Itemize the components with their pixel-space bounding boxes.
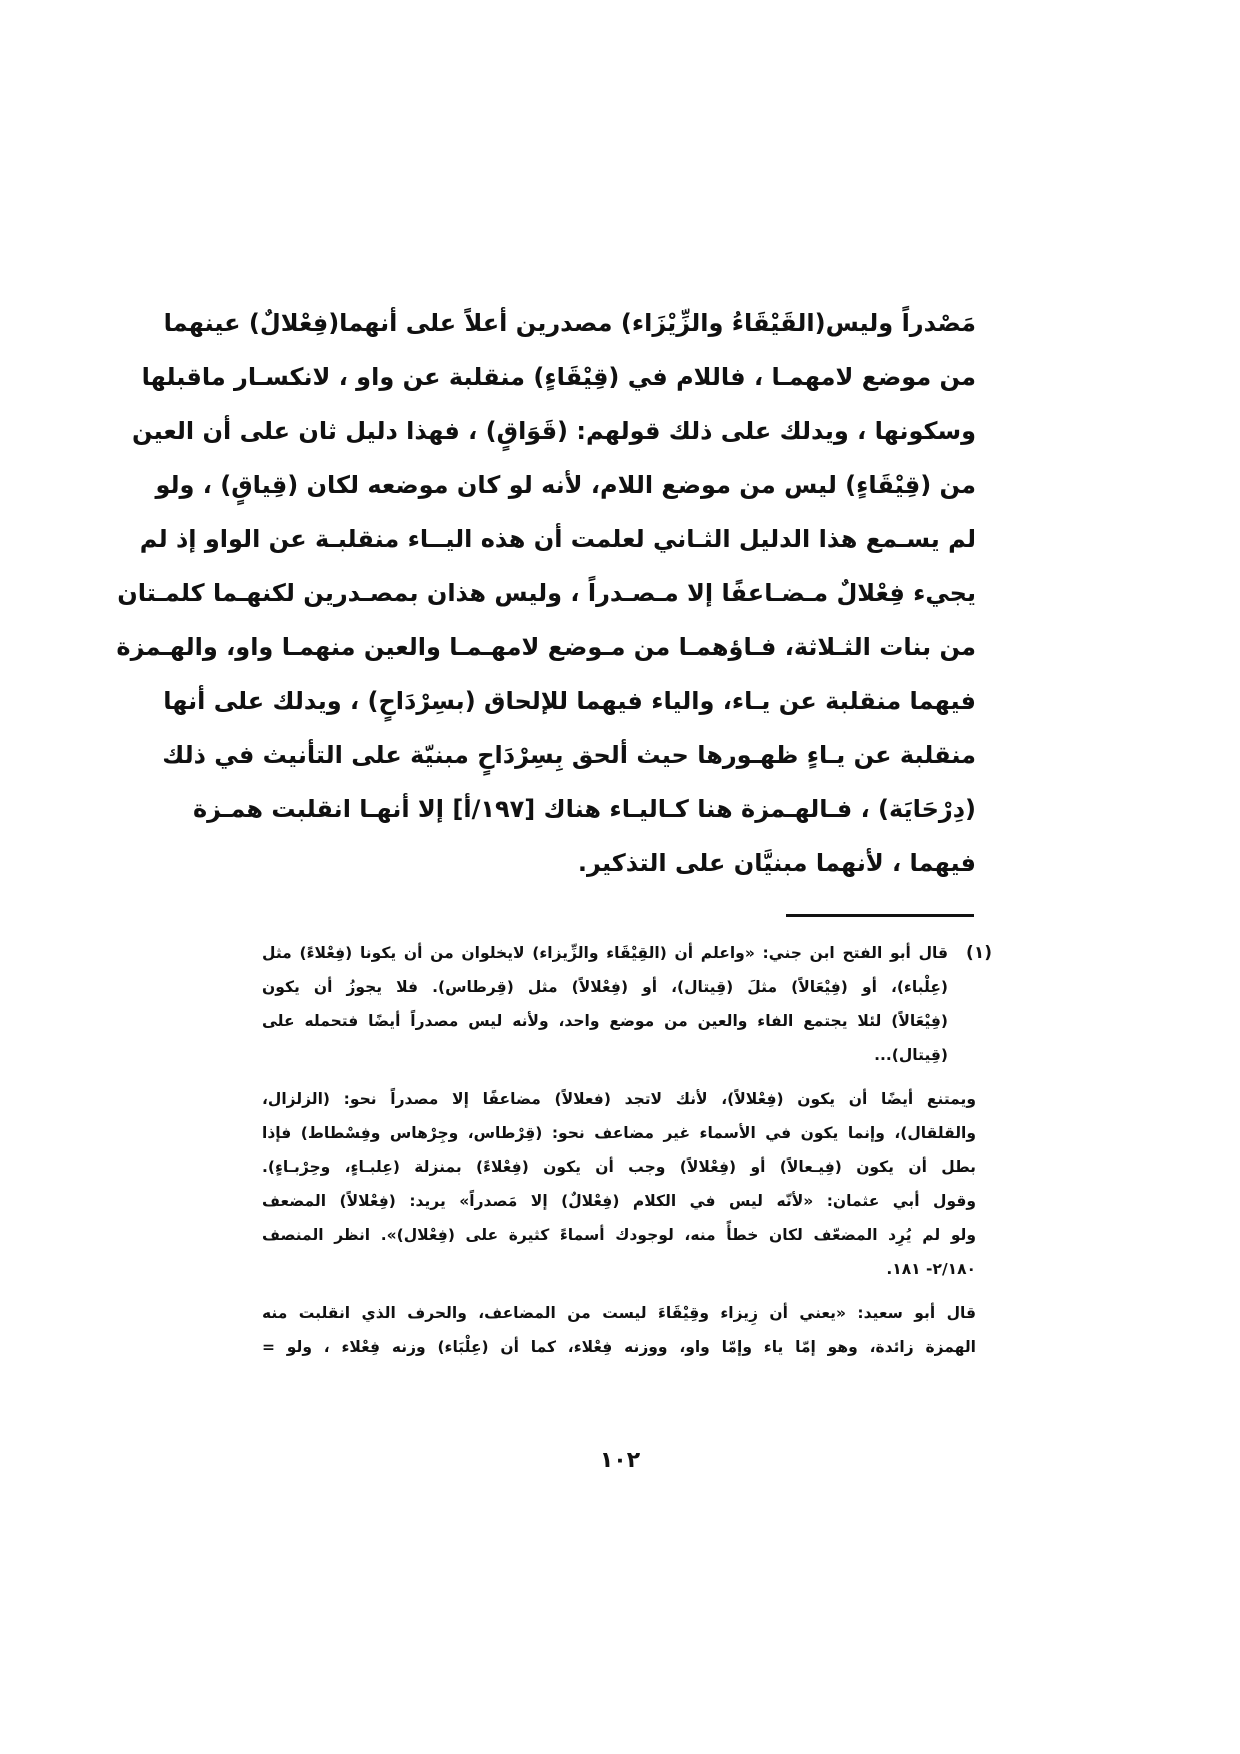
- footnote-paragraph: [262, 936, 948, 1072]
- footnote-line: (فِيْعَالاً) لئلا يجتمع الفاء والعين من موضع واحد، ولأنه ليس مصدراً أيضًا فتحمله على: [262, 1012, 948, 1030]
- main-text-line: فيهما ، لأنهما مبنيَّان على التذكير.: [577, 849, 976, 877]
- main-text-line: من موضع لامهمـا ، فاللام في (قِيْقَاءٍ) منقلبة عن واو ، لانكسـار ماقبلها: [141, 363, 976, 391]
- footnotes-block: [262, 936, 992, 1374]
- main-text-line: مَصْدراً وليس(القَيْقَاءُ والزِّيْزَاء) مصدرين أعلاً على أنهما(فِعْلالٌ) عينهما: [163, 309, 976, 337]
- footnote-marker: (١): [966, 943, 992, 963]
- main-text-line: فيهما منقلبة عن يـاء، والياء فيهما للإلحاق (بسِرْدَاحٍ) ، ويدلك على أنها: [163, 687, 976, 715]
- footnote-line: ٢/١٨٠- ١٨١.: [886, 1260, 976, 1278]
- footnote-line: (قِيتال)...: [874, 1046, 948, 1064]
- footnote-1-continued: [262, 1082, 992, 1286]
- footnote-paragraph: [262, 1082, 976, 1286]
- footnote-line: قال أبو سعيد: «يعني أن زِيزاء وقِيْقَاءَ ليست من المضاعف، والحرف الذي انقلبت منه: [262, 1304, 976, 1322]
- footnote-line: الهمزة زائدة، وهو إمّا ياء وإمّا واو، ووزنه فِعْلاء، كما أن (عِلْبَاء) وزنه فِعْلاء ، ولو =: [262, 1338, 976, 1356]
- footnote-line: (عِلْباء)، أو (فِيْعَالاً) مثلَ (قِيتال)، أو (فِعْلالاً) مثل (قِرطاس). فلا يجوزُ أن يكون: [262, 978, 948, 996]
- footnote-line: والقلقال)، وإنما يكون في الأسماء غير مضاعف نحو: (قِرْطاس، وجِرْهاس وفِسْطاط) فإذا: [262, 1124, 976, 1142]
- main-text-line: يجيء فِعْلالٌ مـضـاعفًا إلا مـصـدراً ، وليس هذان بمصـدرين لكنهـما كلمـتان: [117, 579, 976, 607]
- footnote-paragraph: [262, 1296, 976, 1364]
- main-text-line: (دِرْحَايَة) ، فـالهـمزة هنا كـاليـاء هناك [١٩٧/أ] إلا أنهـا انقلبت همـزة: [193, 795, 976, 823]
- page-number: ١٠٢: [599, 1448, 641, 1473]
- footnote-line: ولو لم يُرِد المضعّف لكان خطأً منه، لوجودك أسماءً كثيرة على (فِعْلال)». انظر المنصف: [262, 1226, 976, 1244]
- main-text-line: وسكونها ، ويدلك على ذلك قولهم: (قَوَاقٍ) ، فهذا دليل ثان على أن العين: [131, 417, 976, 445]
- footnote-1: [262, 936, 992, 1072]
- main-text-line: لم يسـمع هذا الدليل الثـاني لعلمت أن هذه اليــاء منقلبـة عن الواو إذ لم: [139, 525, 976, 553]
- footnote-line: وقول أبي عثمان: «لأنّه ليس في الكلام (فِعْلالٌ) إلا مَصدراً» يريد: (فِعْلالاً) المضعف: [262, 1192, 976, 1210]
- footnote-1-commentary: [262, 1296, 992, 1364]
- main-text-line: منقلبة عن يـاءٍ ظهـورها حيث ألحق بِسِرْدَاحٍ مبنيّة على التأنيث في ذلك: [162, 741, 976, 769]
- footnote-line: بطل أن يكون (فِيـعالاً) أو (فِعْلالاً) وجب أن يكون (فِعْلاءً) بمنزلة (عِلبـاءٍ، وحِرْبـاءٍ).: [262, 1158, 976, 1176]
- main-text-line: من (قِيْقَاءٍ) ليس من موضع اللام، لأنه لو كان موضعه لكان (قِياقٍ) ، ولو: [155, 471, 976, 499]
- footnote-line: قال أبو الفتح ابن جني: «واعلم أن (القِيْقَاء والزِّيزاء) لايخلوان من أن يكونا (فِعْلاءً) مثل: [262, 944, 948, 962]
- main-text-line: من بنات الثـلاثة، فـاؤهمـا من مـوضع لامهـمـا والعين منهمـا واو، والهـمزة: [116, 633, 976, 661]
- main-text-block: [116, 296, 976, 890]
- footnote-line: ويمتنع أيضًا أن يكون (فِعْلالاً)، لأنك لاتجد (فعلالاً) مضاعفًا إلا مصدراً نحو: (الزلزال،: [262, 1090, 976, 1108]
- footnote-separator: [786, 914, 974, 917]
